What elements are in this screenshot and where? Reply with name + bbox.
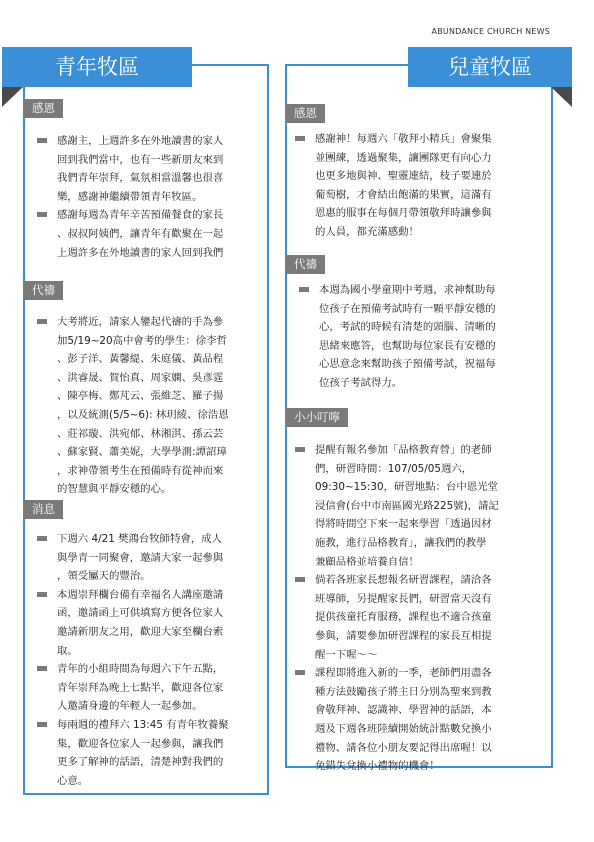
list-item: 提醒有報名參加「品格教育營」的老師 們，研習時間：107/05/05週六， 09:30~15:30，研習地點：台中恩光堂 浸信會(台中市南區國光路225號)，請記 得將時間空下來一起來學習「透過因材 施教，進行品格教育」，讓我們的教學 兼顧品格並培養自信！ [293,441,547,571]
bullet-icon [37,722,47,727]
children-ministry-title: 兒童牧區 [408,47,572,87]
youth-ministry-title: 青年牧區 [2,47,192,87]
bullet-icon [295,136,305,141]
youth-thanks-tag: 感恩 [24,99,63,118]
youth-thanks-list [35,132,261,262]
list-item: 感謝主，上週許多在外地讀書的家人 回到我們當中，也有一些新朋友來到 我們青年崇拜，氣氛相當溫馨也很喜 樂，感謝神繼續帶領青年牧區。 [35,132,261,206]
right-banner-fold [551,87,572,107]
bullet-icon [299,287,309,292]
header-title: ABUNDANCE CHURCH NEWS [431,27,550,36]
bullet-icon [37,592,47,597]
children-thanks-tag: 感恩 [286,104,325,123]
youth-news-list [35,530,261,790]
list-item: 感謝每週為青年辛苦預備餐食的家長 、叔叔阿姨們，讓青年有歡聚在一起 上週許多在外地讀書的家人回到我們 [35,206,261,262]
children-reminder-tag: 小小叮嚀 [286,408,348,427]
youth-news-tag: 消息 [24,500,63,519]
list-item: 本週為國小學童期中考週，求神幫助每 位孩子在預備考試時有一顆平靜安穩的 心，考試的時候有清楚的頭腦、清晰的 思緒來應答，也幫助每位家長有安穩的 心思意念來幫助孩子預備考試，祝福每 位孩子考試得力。 [297,281,547,393]
bullet-icon [37,212,47,217]
list-item: 每兩週的禮拜六 13:45 有青年牧養聚 集，歡迎各位家人一起參與，讓我們 更多了解神的話語，清楚神對我們的 心意。 [35,716,261,790]
children-thanks-list [293,130,547,242]
bullet-icon [37,138,47,143]
bullet-icon [295,447,305,452]
bullet-icon [295,670,305,675]
list-item: 本週崇拜欄台備有幸福名人講座邀請 函，邀請函上可供填寫方便各位家人 邀請新朋友之用，歡迎大家至欄台索 取。 [35,586,261,660]
children-prayer-list [297,281,547,393]
bullet-icon [37,319,47,324]
children-reminder-list [293,441,547,776]
list-item: 課程即將進入新的一季，老師們用盡各 種方法鼓勵孩子將主日分別為聖來到教 會敬拜神、認識神、學習神的話語，本 週及下週各班陸續開始統計點數兌換小 禮物、請各位小朋友要記得出席喔！以 免錯失兌換小禮物的機會！ [293,664,547,776]
bullet-icon [295,577,305,582]
list-item: 下週六 4/21 樊鴻台牧師特會，成人 與學青一同聚會，邀請大家一起參與 ，領受屬天的豐治。 [35,530,261,586]
list-item: 感謝神！每週六「敬拜小精兵」會聚集 並團練，透過聚集，讓團隊更有向心力 也更多地與神、聖靈連結，枝子要連於 葡萄樹，才會結出飽滿的果實，這滿有 恩惠的服事在每個月帶領敬拜時讓參與 的人員，都充滿感動！ [293,130,547,242]
left-banner-fold [2,87,23,107]
youth-prayer-list [35,313,261,499]
bullet-icon [37,666,47,671]
list-item: 倘若各班家長想報名研習課程，請洽各 班導師，另提醒家長們，研習當天沒有 提供孩童托育服務，課程也不適合孩童 參與，請要參加研習課程的家長互相提 醒一下喔～～ [293,571,547,664]
list-item: 青年的小組時間為每週六下午五點， 青年崇拜為晚上七點半，歡迎各位家 人邀請身邊的年輕人一起參加。 [35,660,261,716]
list-item: 大考將近，請家人鑾起代禱的手為參 加5/19~20高中會考的學生：徐李哲 、彭子洋、黃馨緹、朱庭儀、黃品程 、洪睿晟、賀怡真、周家嫻、吳彥霆 、陳亭梅、鄭芃云、張維芝、羅子揚 ，以及統測(5/5~6): 林玥綾、徐浩恩 、莊祁璇、洪宛郁、林湘淇、孫云芸 、蘇家賢、蕭美妮，大學學測:譚詔璋 ，求神帶領考生在預備時有從神而來 的智慧與平靜安穩的心。 [35,313,261,499]
bullet-icon [37,536,47,541]
youth-prayer-tag: 代禱 [24,281,63,300]
children-prayer-tag: 代禱 [286,255,325,274]
